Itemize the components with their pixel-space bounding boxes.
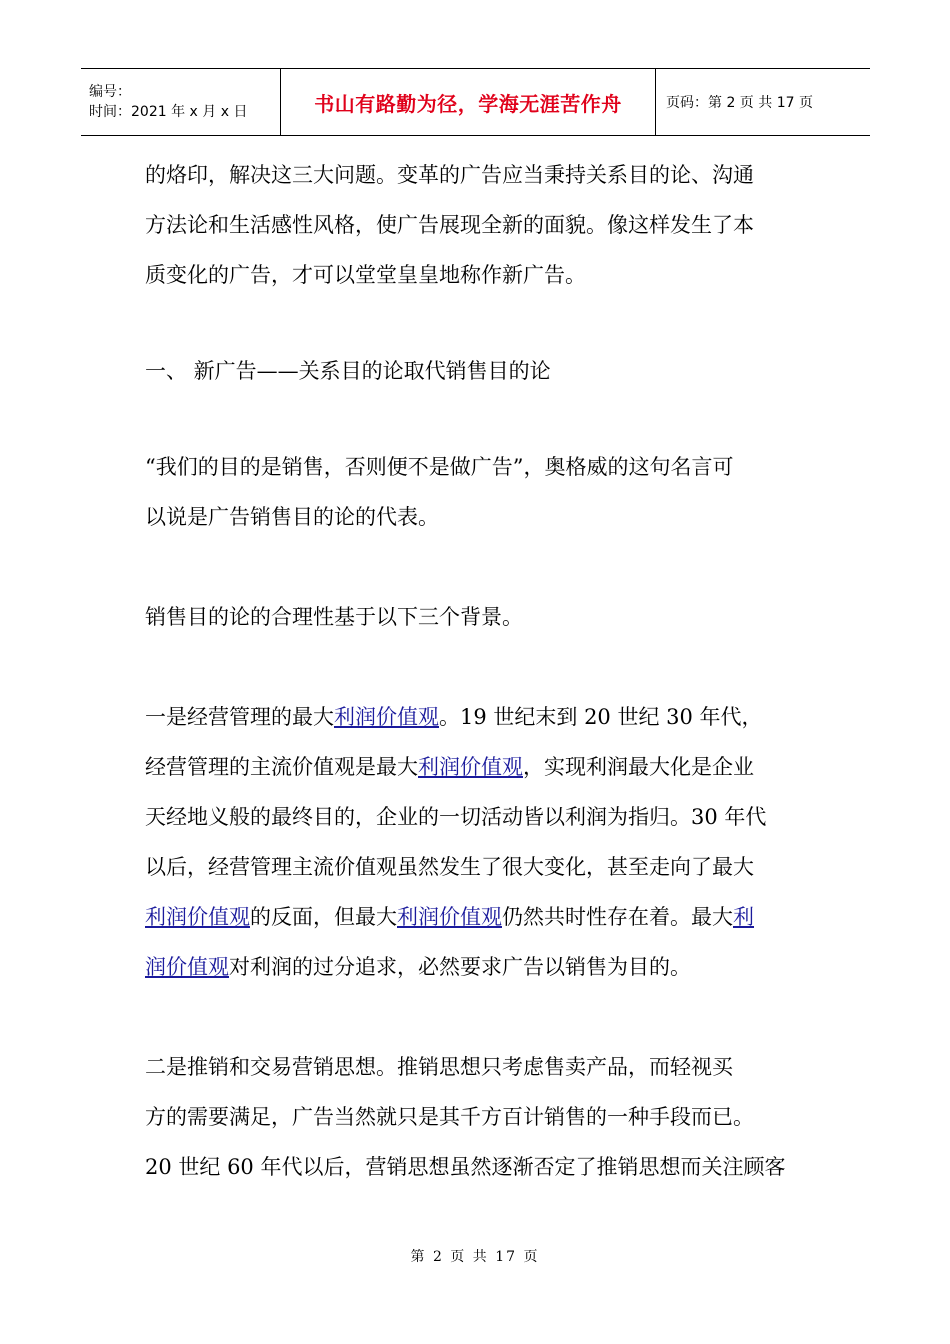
link-profit-value[interactable]: 利润价值观 — [145, 905, 250, 929]
text-line: 的烙印，解决这三大问题。变革的广告应当秉持关系目的论、沟通 — [145, 163, 754, 187]
link-profit-value[interactable]: 利 — [733, 905, 754, 929]
text-line: 方的需要满足，广告当然就只是其千方百计销售的一种手段而已。 — [145, 1105, 754, 1129]
page-footer: 第 2 页 共 17 页 — [410, 1249, 540, 1265]
link-profit-value[interactable]: 利润价值观 — [418, 755, 523, 779]
text-span: 。19 世纪末到 20 世纪 30 年代， — [439, 705, 763, 729]
text-span: 仍然共时性存在着。最大 — [502, 905, 733, 929]
link-profit-value[interactable]: 利润价值观 — [397, 905, 502, 929]
text-span: 对利润的过分追求，必然要求广告以销售为目的。 — [229, 955, 691, 979]
text-line: 天经地义般的最终目的，企业的一切活动皆以利润为指归。30 年代 — [145, 805, 767, 829]
text-span: 一是经营管理的最大 — [145, 705, 334, 729]
link-profit-value[interactable]: 润价值观 — [145, 955, 229, 979]
text-span: 经营管理的主流价值观是最大 — [145, 755, 418, 779]
text-line — [145, 702, 763, 732]
text-line: 以后，经营管理主流价值观虽然发生了很大变化，甚至走向了最大 — [145, 855, 754, 879]
header-page-info-cell — [656, 69, 870, 135]
text-line: 以说是广告销售目的论的代表。 — [145, 505, 439, 529]
text-line: 方法论和生活感性风格，使广告展现全新的面貌。像这样发生了本 — [145, 213, 754, 237]
header-meta — [81, 69, 281, 135]
text-line: 二是推销和交易营销思想。推销思想只考虑售卖产品，而轻视买 — [145, 1055, 733, 1079]
number-label: 编号： — [89, 84, 131, 100]
text-line — [145, 752, 754, 782]
text-line — [145, 952, 691, 982]
header-page-info: 页码：第 2 页 共 17 页 — [666, 95, 813, 111]
text-line — [145, 902, 754, 932]
header-motto-cell — [281, 69, 656, 135]
text-line: “我们的目的是销售，否则便不是做广告”，奥格威的这句名言可 — [145, 455, 734, 479]
time-label: 时间：2021 年 x 月 x 日 — [89, 104, 248, 120]
link-profit-value[interactable]: 利润价值观 — [334, 705, 439, 729]
text-line: 20 世纪 60 年代以后，营销思想虽然逐渐否定了推销思想而关注顾客 — [145, 1155, 786, 1179]
text-line: 质变化的广告，才可以堂堂皇皇地称作新广告。 — [145, 263, 586, 287]
text-span: ，实现利润最大化是企业 — [523, 755, 754, 779]
page-header — [81, 68, 870, 136]
text-span: 的反面，但最大 — [250, 905, 397, 929]
header-motto: 书山有路勤为径，学海无涯苦作舟 — [314, 91, 622, 116]
text-line: 销售目的论的合理性基于以下三个背景。 — [145, 605, 523, 629]
section-heading: 一、 新广告——关系目的论取代销售目的论 — [145, 359, 551, 383]
